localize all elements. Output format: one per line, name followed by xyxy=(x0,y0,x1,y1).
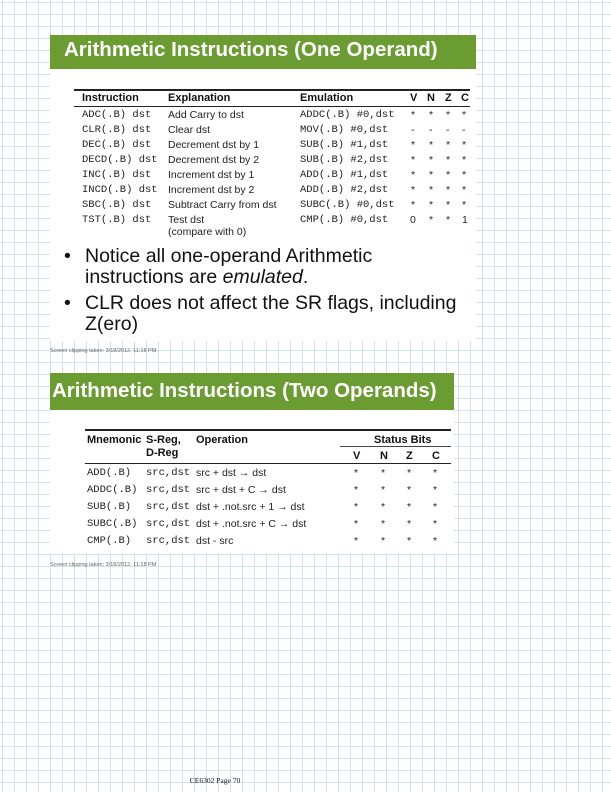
flag-z: - xyxy=(446,124,450,136)
operation-cell: dst + .not.src + C → dst xyxy=(196,518,307,530)
explanation-cell: Increment dst by 2 xyxy=(168,184,255,196)
col-z: Z xyxy=(406,450,413,462)
flag-z: * xyxy=(446,109,451,121)
flag-v: - xyxy=(411,124,415,136)
flag-v: * xyxy=(411,184,416,196)
col-sreg: S-Reg, xyxy=(146,434,181,446)
col-explanation: Explanation xyxy=(168,92,231,104)
explanation-cell: Decrement dst by 1 xyxy=(168,139,260,151)
flag-z: * xyxy=(407,467,412,479)
bullet-item xyxy=(64,246,476,288)
instruction-cell: INC(.B) dst xyxy=(82,169,152,181)
flag-n: - xyxy=(429,124,433,136)
flag-v: * xyxy=(354,501,359,513)
emulation-cell: CMP(.B) #0,dst xyxy=(300,214,389,226)
flag-v: * xyxy=(354,518,359,530)
flag-v: * xyxy=(354,484,359,496)
flag-n: * xyxy=(429,199,434,211)
operands-cell: src,dst xyxy=(146,484,191,496)
flag-z: * xyxy=(407,501,412,513)
flag-z: * xyxy=(446,139,451,151)
flag-z: * xyxy=(407,484,412,496)
flag-v: * xyxy=(411,154,416,166)
bullet-item xyxy=(64,293,476,335)
flag-v: * xyxy=(411,169,416,181)
bullet-dot: • xyxy=(64,292,71,314)
flag-c: * xyxy=(462,169,467,181)
flag-v: * xyxy=(411,199,416,211)
operation-cell: src + dst + C → dst xyxy=(196,484,286,496)
emulation-cell: ADD(.B) #2,dst xyxy=(300,184,389,196)
col-emulation: Emulation xyxy=(300,92,354,104)
flag-n: * xyxy=(429,184,434,196)
flag-v: * xyxy=(354,467,359,479)
flag-z: * xyxy=(446,169,451,181)
clipping-caption: Screen clipping taken: 3/18/2012, 11:18 PM xyxy=(50,562,157,568)
mnemonic-cell: CMP(.B) xyxy=(87,535,132,547)
flag-n: * xyxy=(381,484,386,496)
instruction-cell: DECD(.B) dst xyxy=(82,154,158,166)
flag-z: * xyxy=(407,535,412,547)
table-header-rule xyxy=(85,429,451,431)
flag-n: * xyxy=(381,535,386,547)
flag-z: * xyxy=(407,518,412,530)
operation-cell: src + dst → dst xyxy=(196,467,267,479)
bullet-text: Notice all one-operand Arithmetic instructions are xyxy=(85,245,373,288)
flag-z: * xyxy=(446,214,451,226)
instruction-cell: DEC(.B) dst xyxy=(82,139,152,151)
table-header-rule xyxy=(74,106,470,107)
explanation-cell: Decrement dst by 2 xyxy=(168,154,260,166)
flag-v: * xyxy=(354,535,359,547)
flag-c: * xyxy=(433,484,438,496)
col-v: V xyxy=(410,92,418,104)
flag-c: * xyxy=(462,199,467,211)
flag-n: * xyxy=(429,154,434,166)
flag-n: * xyxy=(429,214,434,226)
emulation-cell: ADDC(.B) #0,dst xyxy=(300,109,395,121)
clip-two-operands xyxy=(50,373,454,553)
flag-v: * xyxy=(411,139,416,151)
col-c: C xyxy=(432,450,440,462)
operands-cell: src,dst xyxy=(146,467,191,479)
bullet-dot: • xyxy=(64,245,71,267)
flag-v: * xyxy=(411,109,416,121)
col-instruction: Instruction xyxy=(82,92,139,104)
flag-n: * xyxy=(381,518,386,530)
bullet-text: CLR does not affect the SR flags, including Z(ero) xyxy=(85,292,457,335)
emulation-cell: SUB(.B) #1,dst xyxy=(300,139,389,151)
flag-v: 0 xyxy=(410,214,416,226)
operation-cell: dst + .not.src + 1 → dst xyxy=(196,501,305,513)
instruction-cell: ADC(.B) dst xyxy=(82,109,152,121)
explanation-cell: Test dst xyxy=(168,214,205,226)
flag-c: * xyxy=(462,109,467,121)
col-operation: Operation xyxy=(196,434,248,446)
clipping-caption: Screen clipping taken: 3/18/2012, 11:18 PM xyxy=(50,348,157,354)
operands-cell: src,dst xyxy=(146,501,191,513)
instruction-cell: SBC(.B) dst xyxy=(82,199,152,211)
flag-c: 1 xyxy=(462,214,468,226)
col-status-bits: Status Bits xyxy=(374,434,432,446)
operands-cell: src,dst xyxy=(146,518,191,530)
bullet-list xyxy=(64,246,476,340)
flag-z: * xyxy=(446,199,451,211)
explanation-cell: Clear dst xyxy=(168,124,211,136)
flag-n: * xyxy=(429,169,434,181)
flag-z: * xyxy=(446,184,451,196)
flag-c: * xyxy=(462,184,467,196)
flag-n: * xyxy=(381,467,386,479)
page-number: CE6302 Page 70 xyxy=(189,776,241,785)
operation-cell: dst - src xyxy=(196,535,234,547)
explanation-cell: Add Carry to dst xyxy=(168,109,244,121)
col-mnemonic: Mnemonic xyxy=(87,434,142,446)
flag-z: * xyxy=(446,154,451,166)
flag-c: * xyxy=(433,535,438,547)
bullet-emphasis: emulated xyxy=(222,266,303,288)
emulation-cell: SUBC(.B) #0,dst xyxy=(300,199,395,211)
table-header-rule xyxy=(74,89,470,91)
emulation-cell: ADD(.B) #1,dst xyxy=(300,169,389,181)
section-title: Arithmetic Instructions (One Operand) xyxy=(50,35,476,69)
flag-n: * xyxy=(381,501,386,513)
instruction-cell: TST(.B) dst xyxy=(82,214,152,226)
status-bits-rule xyxy=(340,446,451,447)
explanation-cell: Subtract Carry from dst xyxy=(168,199,277,211)
col-dreg: D-Reg xyxy=(146,447,179,459)
explanation-cell: Increment dst by 1 xyxy=(168,169,255,181)
flag-n: * xyxy=(429,109,434,121)
col-n: N xyxy=(380,450,388,462)
operands-cell: src,dst xyxy=(146,535,191,547)
mnemonic-cell: ADD(.B) xyxy=(87,467,132,479)
mnemonic-cell: ADDC(.B) xyxy=(87,484,138,496)
bullet-text-end: . xyxy=(302,266,309,288)
explanation-cell-line2: (compare with 0) xyxy=(168,226,247,238)
col-v: V xyxy=(353,450,361,462)
instruction-cell: CLR(.B) dst xyxy=(82,124,152,136)
instruction-cell: INCD(.B) dst xyxy=(82,184,158,196)
mnemonic-cell: SUB(.B) xyxy=(87,501,132,513)
flag-n: * xyxy=(429,139,434,151)
table-header-rule xyxy=(85,463,451,464)
section-title: Arithmetic Instructions (Two Operands) xyxy=(50,373,454,410)
clip-one-operand xyxy=(50,35,476,341)
col-n: N xyxy=(427,92,435,104)
emulation-cell: MOV(.B) #0,dst xyxy=(300,124,389,136)
col-z: Z xyxy=(445,92,452,104)
mnemonic-cell: SUBC(.B) xyxy=(87,518,138,530)
flag-c: * xyxy=(433,518,438,530)
flag-c: * xyxy=(433,501,438,513)
emulation-cell: SUB(.B) #2,dst xyxy=(300,154,389,166)
flag-c: * xyxy=(462,139,467,151)
flag-c: * xyxy=(462,154,467,166)
flag-c: - xyxy=(462,124,466,136)
flag-c: * xyxy=(433,467,438,479)
col-c: C xyxy=(461,92,469,104)
